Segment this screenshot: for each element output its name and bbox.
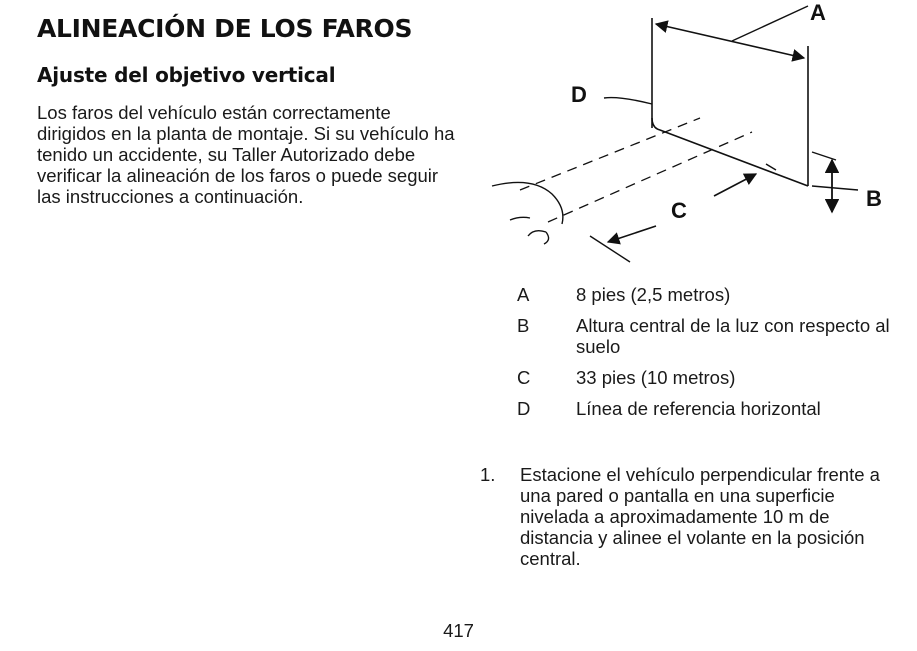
label-d: D [571,82,587,107]
dimension-a [656,0,826,58]
legend-letter: C [517,367,531,388]
section-subtitle: Ajuste del objetivo vertical [37,63,336,87]
legend-letter: D [517,398,531,419]
step-item [480,464,900,569]
instruction-steps [480,464,900,569]
dimension-c [590,164,776,262]
legend-letter: B [517,315,530,336]
legend-item [517,315,896,357]
vehicle-front [492,182,563,244]
dimension-d [571,82,652,107]
legend-letter: A [517,284,530,305]
diagram-legend [517,284,896,429]
legend-text: Línea de referencia horizontal [576,398,821,419]
legend-item [517,284,896,305]
label-a: A [810,0,826,25]
label-b: B [866,186,882,211]
page-number: 417 [443,620,474,641]
legend-item [517,398,896,419]
step-text: Estacione el vehículo perpendicular frente a una pared o pantalla en una superficie nivelada a aproximadamente 10 m de distancia y alinee el volante en la posición central. [520,464,880,569]
wall-outline [652,18,808,186]
legend-item [517,367,896,388]
legend-text: Altura central de la luz con respecto al suelo [576,315,890,357]
section-title: ALINEACIÓN DE LOS FAROS [37,14,413,43]
label-c: C [671,198,687,223]
legend-text: 33 pies (10 metros) [576,367,736,388]
dimension-b [812,152,882,212]
step-number: 1. [480,464,496,485]
light-beam-lines [520,118,752,222]
legend-text: 8 pies (2,5 metros) [576,284,731,305]
headlamp-alignment-diagram [480,0,917,275]
intro-paragraph: Los faros del vehículo están correctamente dirigidos en la planta de montaje. Si su vehículo ha tenido un accidente, su Taller Autorizado debe verificar la alineación de los faros o puede seguir las instrucciones a continuación. [37,102,455,207]
